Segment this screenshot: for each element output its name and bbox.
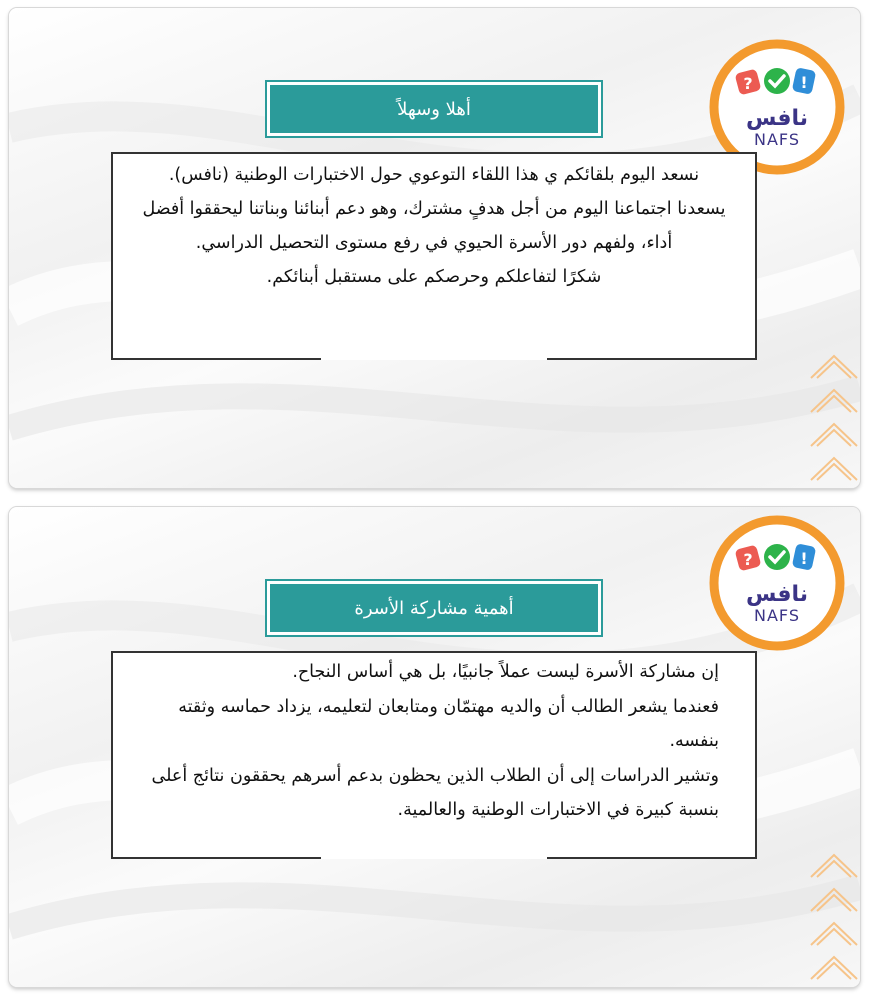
chevrons-decoration [809,348,859,483]
chevrons-decoration [809,847,859,982]
slide-title [267,82,601,136]
paragraph: شكرًا لتفاعلكم وحرصكم على مستقبل أبنائكم. [266,267,602,287]
slide-title-text: أهمية مشاركة الأسرة [354,597,514,619]
bottom-rule-left [111,358,321,360]
paragraph: يسعدنا اجتماعنا اليوم من أجل هدفٍ مشترك، وهو دعم أبنائنا وبناتنا ليحققوا أفضل أداء، ولفهم دور الأسرة الحيوي في رفع مستوى التحصيل الدراسي. [142,199,726,253]
slide-title-text: أهلا وسهلاً [397,98,471,120]
paragraph: فعندما يشعر الطالب أن والديه مهتمّان ومتابعان لتعليمه، يزداد حماسه وثقته بنفسه. [178,696,719,751]
logo-latin: NAFS [754,606,800,625]
logo-arabic: نافس [745,106,809,131]
svg-text:!: ! [800,73,808,92]
paragraph: إن مشاركة الأسرة ليست عملاً جانبيًا، بل هي أساس النجاح. [292,662,719,682]
svg-text:!: ! [800,549,808,568]
bottom-rule-right [547,857,757,859]
nafs-logo [709,515,845,651]
slide-family-participation [9,507,860,987]
svg-text:?: ? [743,74,753,93]
slide-title [267,581,601,635]
content-box [111,152,757,360]
svg-text:?: ? [743,550,753,569]
slide-welcome [9,8,860,488]
paragraph: نسعد اليوم بلقائكم ي هذا اللقاء التوعوي حول الاختبارات الوطنية (نافس). [168,165,700,185]
logo-arabic: نافس [745,582,809,607]
bottom-rule-right [547,358,757,360]
logo-latin: NAFS [754,130,800,149]
bottom-rule-left [111,857,321,859]
paragraph: وتشير الدراسات إلى أن الطلاب الذين يحظون بدعم أسرهم يحققون نتائج أعلى بنسبة كبيرة في الاختبارات الوطنية والعالمية. [151,765,719,820]
content-box [111,651,757,859]
